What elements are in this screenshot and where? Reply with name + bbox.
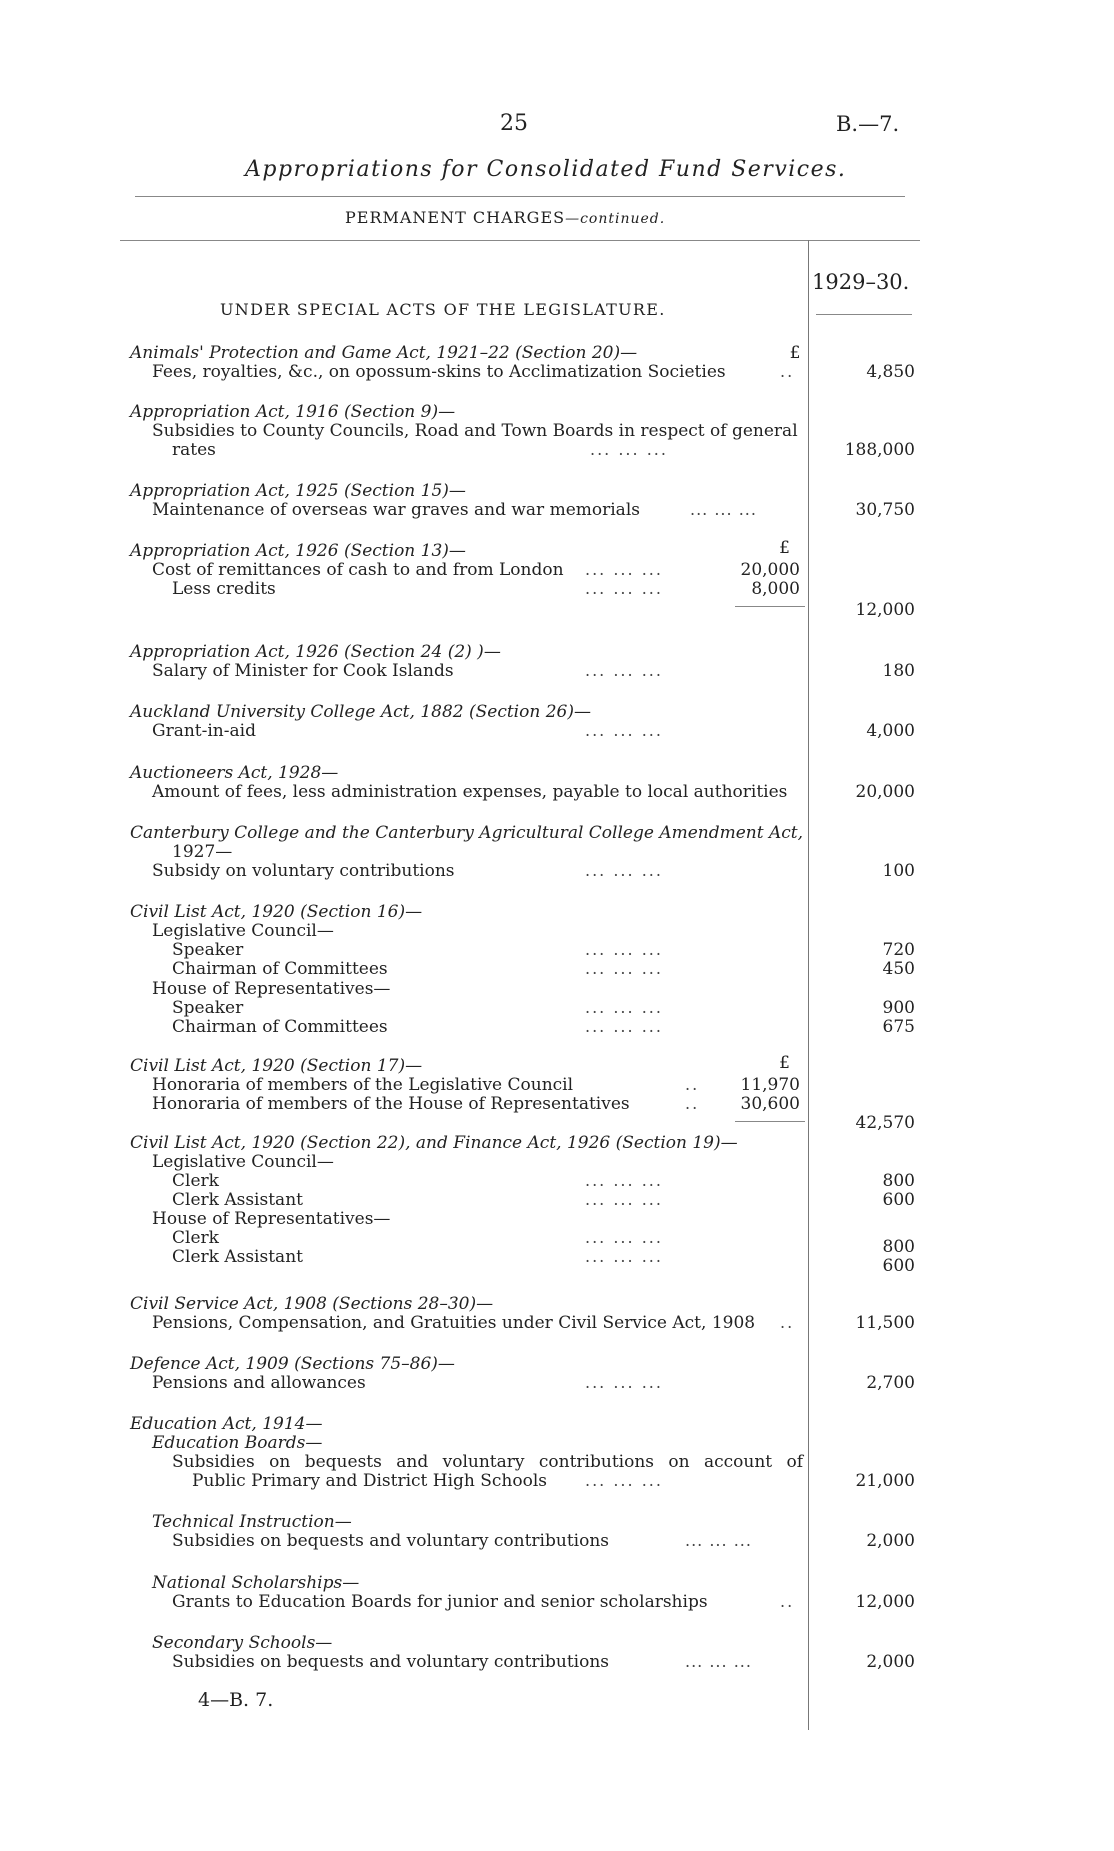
entry-line: Subsidies to County Councils, Road and Town Boards in respect of general [152,421,798,441]
sub-amount: 30,600 [740,1094,800,1114]
entry-line: Subsidy on voluntary contributions [152,861,455,881]
page-title: Appropriations for Consolidated Fund Services. [245,157,847,182]
entry-line: Speaker [172,998,244,1018]
amount: 12,000 [855,1592,915,1612]
entry-line: Pensions and allowances [152,1373,366,1393]
subsection-heading: Secondary Schools— [152,1633,333,1653]
act-heading: Canterbury College and the Canterbury Agricultural College Amendment Act, [130,823,804,843]
leader-dots: ... ... ... [585,560,663,579]
amount: 2,000 [866,1531,915,1551]
amount: 180 [882,661,915,681]
entry-line: Fees, royalties, &c., on opossum-skins to Acclimatization Societies [152,362,726,382]
section-heading: UNDER SPECIAL ACTS OF THE LEGISLATURE. [220,300,666,319]
act-heading: Auctioneers Act, 1928— [130,763,339,783]
amount: 2,000 [866,1652,915,1672]
entry-line: Salary of Minister for Cook Islands [152,661,454,681]
subsection-heading: National Scholarships— [152,1573,360,1593]
amount: 4,850 [866,362,915,382]
leader-dots: ... ... ... [585,1017,663,1036]
amount: 600 [882,1256,915,1276]
leader-dots: .. [685,1094,700,1113]
amount: 4,000 [866,721,915,741]
entry-line: Clerk Assistant [172,1247,303,1267]
amount: 42,570 [855,1113,915,1133]
subtitle-main: PERMANENT CHARGES [345,208,566,227]
entry-line: Clerk Assistant [172,1190,303,1210]
entry-line: Chairman of Committees [172,959,388,979]
column-year-rule [816,314,912,315]
entry-line: Maintenance of overseas war graves and war memorials [152,500,640,520]
amount: 450 [882,959,915,979]
leader-dots: ... ... ... [585,1471,663,1490]
act-heading: Animals' Protection and Game Act, 1921–22 (Section 20)— [130,343,638,363]
amount: 12,000 [855,600,915,620]
subsection-heading: Technical Instruction— [152,1512,352,1532]
pound-sign: £ [779,1053,790,1073]
amount: 20,000 [855,782,915,802]
entry-line: Pensions, Compensation, and Gratuities under Civil Service Act, 1908 [152,1313,756,1333]
subtitle-continued: —continued. [565,211,666,227]
subtitle-rule [120,240,920,241]
subtitle [345,208,665,229]
leader-dots: .. [685,1075,700,1094]
leader-dots: ... ... ... [585,940,663,959]
entry-line: Clerk [172,1171,219,1191]
entry-line: Less credits [172,579,276,599]
entry-line: Chairman of Committees [172,1017,388,1037]
act-heading: Appropriation Act, 1926 (Section 24 (2) )— [130,642,501,662]
amount: 800 [882,1237,915,1257]
leader-dots: ... ... ... [590,440,668,459]
sub-amount: 8,000 [751,579,800,599]
entry-line: Subsidies on bequests and voluntary contributions [172,1652,610,1672]
leader-dots: ... ... ... [585,1373,663,1392]
amount: 800 [882,1171,915,1191]
entry-line: Clerk [172,1228,219,1248]
amount: 11,500 [855,1313,915,1333]
subsection-heading: Education Boards— [152,1433,323,1453]
group-heading: House of Representatives— [152,1209,391,1229]
entry-line: Subsidies on bequests and voluntary contributions [172,1531,610,1551]
entry-line: Subsidies on bequests and voluntary contributions on account of [172,1452,804,1472]
amount: 30,750 [855,500,915,520]
leader-dots: ... ... ... [585,1228,663,1247]
act-heading: Auckland University College Act, 1882 (Section 26)— [130,702,591,722]
entry-line: Speaker [172,940,244,960]
amount: 675 [882,1017,915,1037]
group-heading: House of Representatives— [152,979,391,999]
signature-mark: 4—B. 7. [198,1689,274,1711]
sub-amount: 20,000 [740,560,800,580]
act-heading: Civil List Act, 1920 (Section 22), and Finance Act, 1926 (Section 19)— [130,1133,738,1153]
leader-dots: ... ... ... [585,579,663,598]
amount: 600 [882,1190,915,1210]
group-heading: Legislative Council— [152,1152,334,1172]
entry-line: Honoraria of members of the House of Representatives [152,1094,630,1114]
entry-line: Public Primary and District High Schools [192,1471,548,1491]
group-heading: Legislative Council— [152,921,334,941]
act-heading: Appropriation Act, 1916 (Section 9)— [130,402,456,422]
entry-line: Cost of remittances of cash to and from London [152,560,564,580]
act-heading: Appropriation Act, 1926 (Section 13)— [130,541,466,561]
column-year: 1929–30. [812,270,910,294]
leader-dots: ... ... ... [585,861,663,880]
leader-dots: ... ... ... [585,661,663,680]
pound-sign: £ [779,538,790,558]
amount: 900 [882,998,915,1018]
leader-dots: .. [780,362,795,381]
leader-dots: .. [780,1313,795,1332]
leader-dots: ... ... ... [585,959,663,978]
act-heading: Civil List Act, 1920 (Section 17)— [130,1056,423,1076]
leader-dots: ... ... ... [685,1652,752,1671]
sub-amount: 11,970 [740,1075,800,1095]
amount: 21,000 [855,1471,915,1491]
leader-dots: ... ... ... [585,721,663,740]
pound-sign: £ [789,343,801,363]
paper-reference: B.—7. [836,112,900,136]
act-heading-continued: 1927— [172,842,233,862]
act-heading: Civil Service Act, 1908 (Sections 28–30)— [130,1294,494,1314]
entry-line: rates [172,440,216,460]
amount: 720 [882,940,915,960]
amount: 100 [882,861,915,881]
column-divider [808,240,809,1730]
leader-dots: .. [780,1592,795,1611]
amount: 188,000 [844,440,915,460]
entry-line: Honoraria of members of the Legislative Council [152,1075,574,1095]
act-heading: Defence Act, 1909 (Sections 75–86)— [130,1354,455,1374]
leader-dots: ... ... ... [685,1531,752,1550]
page-number: 25 [500,111,528,136]
title-rule [135,196,905,197]
act-heading: Appropriation Act, 1925 (Section 15)— [130,481,466,501]
leader-dots: ... ... ... [585,1247,663,1266]
leader-dots: ... ... ... [585,998,663,1017]
entry-line: Grant-in-aid [152,721,256,741]
leader-dots: ... ... ... [690,500,757,519]
act-heading: Civil List Act, 1920 (Section 16)— [130,902,423,922]
act-heading: Education Act, 1914— [130,1414,323,1434]
entry-line: Grants to Education Boards for junior and senior scholarships [172,1592,708,1612]
leader-dots: ... ... ... [585,1190,663,1209]
leader-dots: ... ... ... [585,1171,663,1190]
entry-line: Amount of fees, less administration expenses, payable to local authorities [152,782,788,802]
amount: 2,700 [866,1373,915,1393]
